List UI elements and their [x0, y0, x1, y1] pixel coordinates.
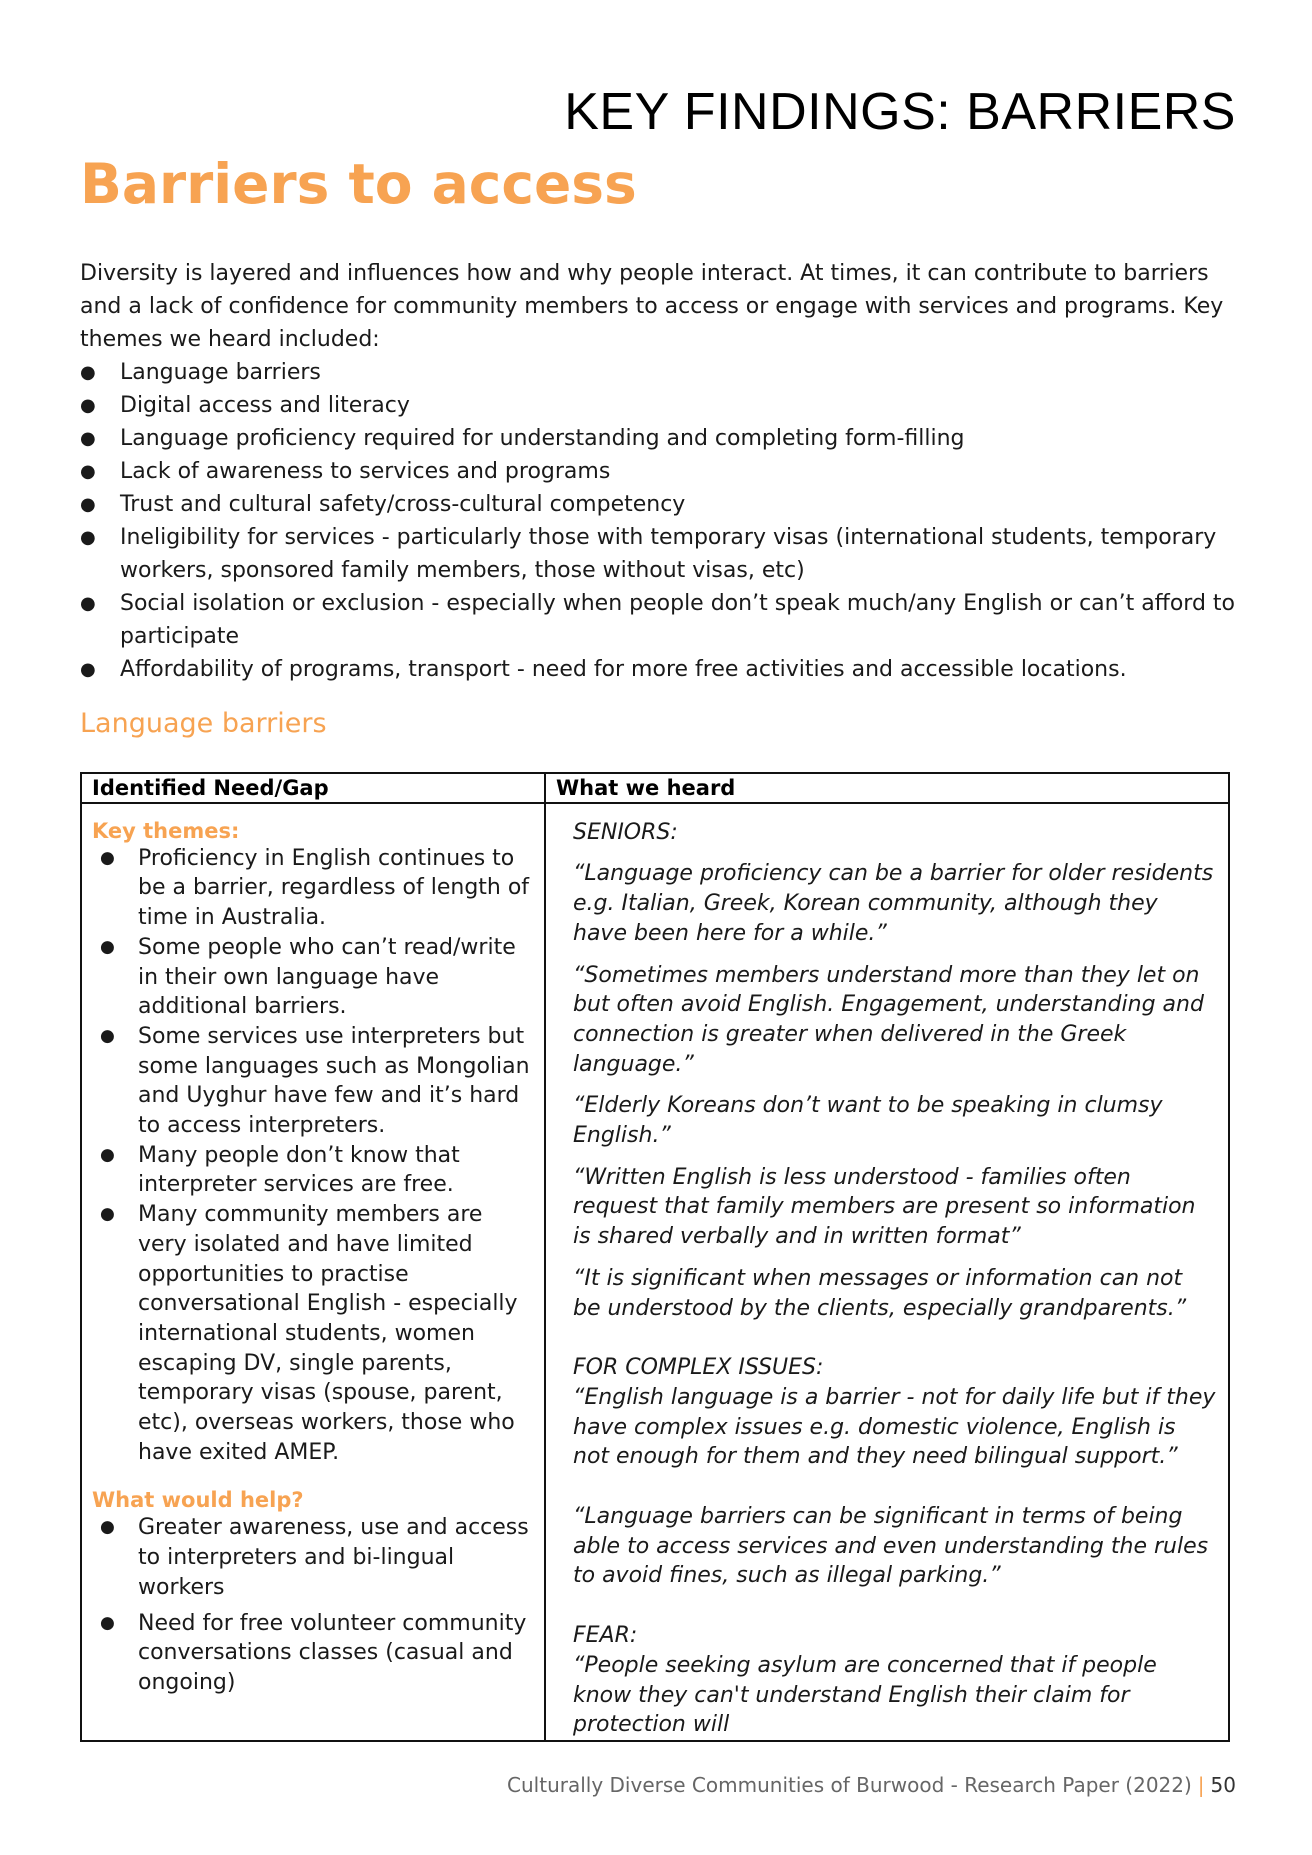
page-title: Barriers to access [80, 152, 637, 216]
list-item: ● Social isolation or exclusion - especially when people don’t speak much/any English or can’t afford to participate [80, 587, 1240, 653]
key-themes-label: Key themes: [92, 818, 240, 843]
page-footer [507, 1773, 1236, 1797]
key-themes-list [92, 844, 536, 1468]
quote-heading: SENIORS: [573, 819, 678, 845]
list-item: ● Some services use interpreters but some languages such as Mongolian and Uyghur have few and it’s hard to access interpreters. [92, 1022, 536, 1141]
list-item: ● Greater awareness, use and access to interpreters and bi-lingual workers [92, 1513, 536, 1602]
quote-heading: FEAR: [573, 1623, 638, 1649]
quote: “Written English is less understood - families often request that family members are present so information is shared verbally and in written format” [573, 1164, 1196, 1250]
list-item: ● Trust and cultural safety/cross-cultural competency [80, 488, 1240, 521]
page-header: KEY FINDINGS: BARRIERS [564, 83, 1236, 141]
list-item: ● Many community members are very isolated and have limited opportunities to practise conversational English - especially international students, women escaping DV, single parents, temporary visas (spouse, parent, etc), overseas workers, those who have exited AMEP. [92, 1200, 536, 1467]
page-number: 50 [1210, 1773, 1236, 1797]
needs-cell [82, 804, 546, 1740]
footer-text: Culturally Diverse Communities of Burwood - Research Paper (2022) [507, 1773, 1192, 1797]
quote: “People seeking asylum are concerned that if people know they can't understand English their claim for protection will [573, 1652, 1157, 1738]
quote: “It is significant when messages or information can not be understood by the clients, especially grandparents.” [573, 1265, 1187, 1321]
quote: “Elderly Koreans don’t want to be speaking in clumsy English.” [573, 1093, 1163, 1149]
list-item: ● Ineligibility for services - particularly those with temporary visas (international students, temporary workers, sponsored family members, those without visas, etc) [80, 521, 1240, 587]
column-header-need: Identified Need/Gap [82, 774, 546, 802]
quotes-cell [546, 804, 1228, 1740]
list-item: ● Need for free volunteer community conversations classes (casual and ongoing) [92, 1609, 536, 1698]
footer-separator: | [1197, 1773, 1205, 1797]
quote: “English language is a barrier - not for daily life but if they have complex issues e.g. domestic violence, English is not enough for them and they need bilingual support.” [573, 1384, 1216, 1470]
quote: “Language barriers can be significant in terms of being able to access services and even understanding the rules to avoid fines, such as illegal parking.” [573, 1504, 1209, 1589]
quote-heading: FOR COMPLEX ISSUES: [573, 1355, 824, 1381]
list-item: ● Language barriers [80, 356, 1240, 389]
list-item: ● Affordability of programs, transport - need for more free activities and accessible locations. [80, 653, 1240, 686]
findings-table [80, 772, 1230, 1742]
help-list [92, 1513, 536, 1697]
table-header-row [82, 774, 1228, 804]
list-item: ● Lack of awareness to services and programs [80, 455, 1240, 488]
section-heading: Language barriers [80, 708, 327, 739]
list-item: ● Proficiency in English continues to be a barrier, regardless of length of time in Australia. [92, 844, 536, 933]
themes-list [80, 356, 1240, 686]
help-label: What would help? [92, 1488, 304, 1513]
list-item: ● Many people don’t know that interpreter services are free. [92, 1141, 536, 1200]
quote: “Sometimes members understand more than they let on but often avoid English. Engagement, understanding and connection is greater when delivered in the Greek language.” [573, 962, 1204, 1077]
list-item: ● Some people who can’t read/write in their own language have additional barriers. [92, 933, 536, 1022]
quote: “Language proficiency can be a barrier for older residents e.g. Italian, Greek, Korean community, although they have been here for a while.” [573, 861, 1214, 946]
column-header-heard: What we heard [556, 775, 736, 800]
list-item: ● Digital access and literacy [80, 389, 1240, 422]
intro-paragraph: Diversity is layered and influences how and why people interact. At times, it can contribute to barriers and a lack of confidence for community members to access or engage with services and programs. Key themes we heard included: [80, 261, 1224, 352]
list-item: ● Language proficiency required for understanding and completing form-filling [80, 422, 1240, 455]
table-row [82, 804, 1228, 1740]
